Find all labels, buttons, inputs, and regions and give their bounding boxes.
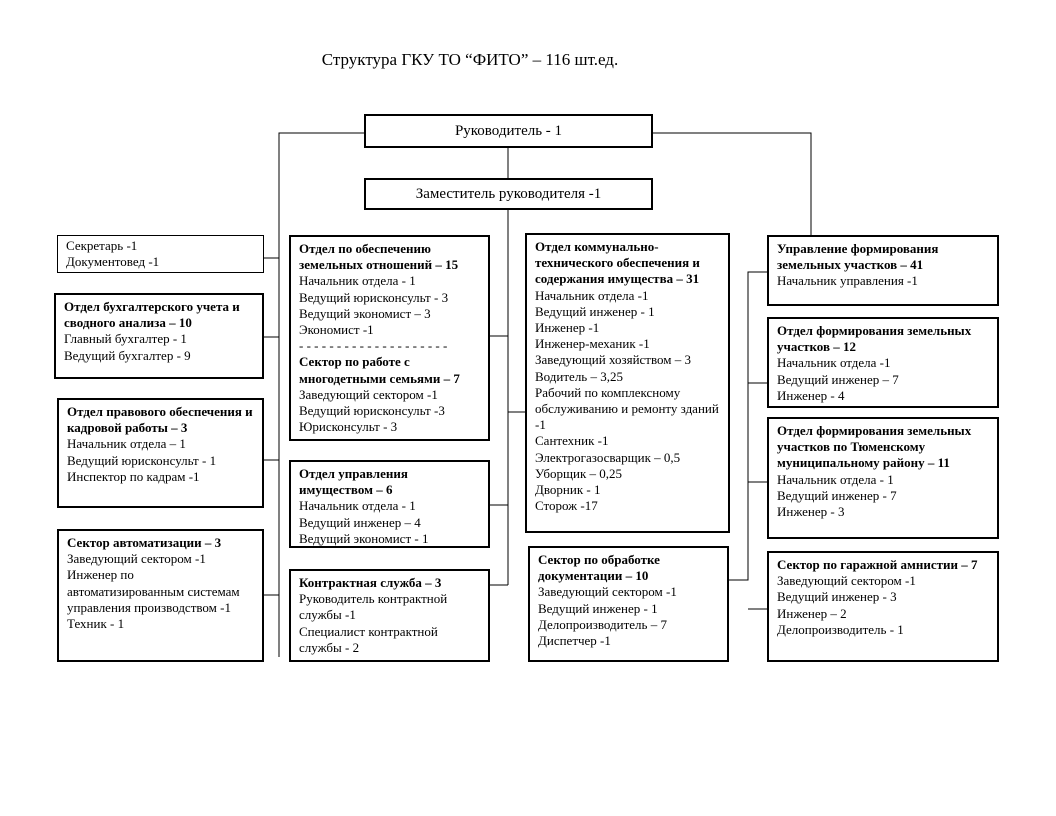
- landplots-title: Отдел формирования земельных участков – 12: [777, 323, 972, 355]
- garage-title: Сектор по гаражной амнистии – 7: [777, 557, 978, 572]
- property-line: Ведущий инженер – 4: [299, 514, 421, 530]
- docs-box: [528, 546, 729, 662]
- property-title: Отдел управления имуществом – 6: [299, 466, 408, 498]
- landmgmt-title: Управление формирования земельных участков – 41: [777, 241, 939, 273]
- land-line: Экономист -1: [299, 322, 374, 338]
- docs-line: Ведущий инженер - 1: [538, 600, 658, 616]
- tyumen-line: Ведущий инженер - 7: [777, 487, 897, 503]
- utility-line: Сторож -17: [535, 498, 598, 514]
- automation-box: [57, 529, 264, 662]
- automation-title: Сектор автоматизации – 3: [67, 535, 222, 550]
- utility-line: Дворник - 1: [535, 482, 601, 498]
- legal-line: Начальник отдела – 1: [67, 436, 186, 452]
- land-sector-line: Заведующий сектором -1: [299, 386, 438, 402]
- utility-line: Инженер -1: [535, 320, 600, 336]
- automation-line: Инженер по автоматизированным системам управления производством -1: [67, 567, 240, 615]
- head-box: [364, 114, 653, 148]
- landplots-line: Ведущий инженер – 7: [777, 371, 899, 387]
- documentovied-line: Документовед -1: [66, 254, 160, 270]
- land-sector-title: Сектор по работе с многодетными семьями – 7: [299, 354, 460, 386]
- secretary-box: [57, 235, 264, 273]
- utility-line: Заведующий хозяйством – 3: [535, 352, 691, 368]
- contract-title: Контрактная служба – 3: [299, 575, 442, 590]
- landplots-line: Инженер - 4: [777, 387, 845, 403]
- tyumen-line: Начальник отдела - 1: [777, 471, 894, 487]
- docs-title: Сектор по обработке документации – 10: [538, 552, 660, 584]
- landplots-box: [767, 317, 999, 408]
- land-line: Ведущий экономист – 3: [299, 305, 431, 321]
- utility-line: Сантехник -1: [535, 433, 609, 449]
- connector-right-top: [652, 133, 811, 236]
- automation-line: Техник - 1: [67, 616, 125, 632]
- property-box: [289, 460, 490, 548]
- legal-title: Отдел правового обеспечения и кадровой работы – 3: [67, 404, 253, 436]
- land-line: Ведущий юрисконсульт - 3: [299, 289, 449, 305]
- secretary-line: Секретарь -1: [66, 238, 138, 253]
- contract-box: [289, 569, 490, 662]
- land-box: [289, 235, 490, 441]
- docs-line: Диспетчер -1: [538, 633, 611, 649]
- chart-title: Структура ГКУ ТО “ФИТО” – 116 шт.ед.: [321, 50, 619, 69]
- utility-line: Электрогазосварщик – 0,5: [535, 449, 681, 465]
- utility-line: Рабочий по комплексному обслуживанию и ремонту зданий -1: [535, 384, 719, 433]
- accounting-title: Отдел бухгалтерского учета и сводного анализа – 10: [64, 299, 240, 331]
- landplots-line: Начальник отдела -1: [777, 355, 891, 371]
- accounting-box: [54, 293, 264, 379]
- property-line: Ведущий экономист - 1: [299, 530, 429, 546]
- tyumen-line: Инженер - 3: [777, 504, 845, 520]
- legal-line: Ведущий юрисконсульт - 1: [67, 452, 217, 468]
- utility-line: Водитель – 3,25: [535, 368, 623, 384]
- utility-line: Инженер-механик -1: [535, 336, 650, 352]
- land-title: Отдел по обеспечению земельных отношений – 15: [299, 241, 459, 273]
- landmgmt-line: Начальник управления -1: [777, 273, 918, 289]
- docs-line: Заведующий сектором -1: [538, 584, 677, 600]
- landmgmt-box: [767, 235, 999, 306]
- accounting-line: Ведущий бухгалтер - 9: [64, 347, 191, 363]
- deputy-box: [364, 178, 653, 210]
- legal-box: [57, 398, 264, 508]
- docs-line: Делопроизводитель – 7: [538, 616, 667, 632]
- tyumen-box: [767, 417, 999, 539]
- garage-line: Инженер – 2: [777, 605, 847, 621]
- utility-line: Уборщик – 0,25: [535, 465, 623, 481]
- legal-line: Инспектор по кадрам -1: [67, 468, 200, 484]
- automation-line: Заведующий сектором -1: [67, 551, 206, 567]
- utility-box: [525, 233, 730, 533]
- utility-title: Отдел коммунально-технического обеспечения и содержания имущества – 31: [535, 239, 700, 287]
- garage-line: Заведующий сектором -1: [777, 573, 916, 589]
- land-line: Начальник отдела - 1: [299, 273, 416, 289]
- land-divider: - - - - - - - - - - - - - - - - - - - -: [299, 338, 448, 354]
- land-sector-line: Юрисконсульт - 3: [299, 419, 398, 435]
- property-line: Начальник отдела - 1: [299, 498, 416, 514]
- garage-line: Делопроизводитель - 1: [777, 621, 904, 637]
- garage-box: [767, 551, 999, 662]
- land-sector-line: Ведущий юрисконсульт -3: [299, 403, 445, 419]
- deputy-label: Заместитель руководителя -1: [415, 185, 602, 202]
- garage-line: Ведущий инженер - 3: [777, 589, 897, 605]
- contract-line: Специалист контрактной службы - 2: [299, 623, 438, 655]
- connector-right-trunk: [729, 272, 767, 580]
- utility-line: Ведущий инженер - 1: [535, 303, 655, 319]
- accounting-line: Главный бухгалтер - 1: [64, 331, 187, 347]
- utility-line: Начальник отдела -1: [535, 287, 649, 303]
- contract-line: Руководитель контрактной службы -1: [299, 591, 448, 623]
- tyumen-title: Отдел формирования земельных участков по Тюменскому муниципальному району – 11: [777, 423, 972, 471]
- head-label: Руководитель - 1: [454, 122, 563, 139]
